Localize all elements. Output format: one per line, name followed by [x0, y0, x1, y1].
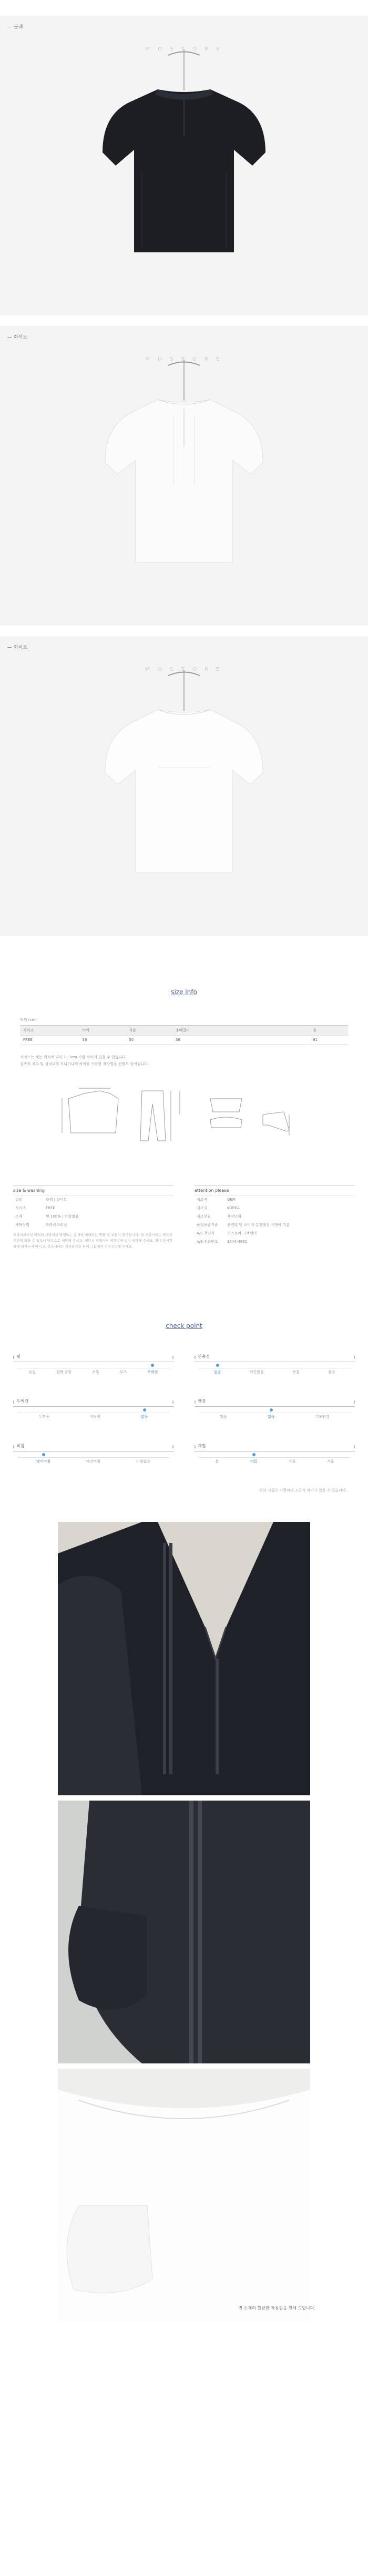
detail-photo-white: [58, 2069, 310, 2321]
info-key: 컬러: [15, 1198, 23, 1202]
info-value: OEM: [227, 1198, 236, 1202]
dress-black-image: [0, 16, 368, 315]
watermark: M O S T O R E: [145, 667, 223, 672]
check-option: 약간있음: [250, 1370, 264, 1374]
size-washing-box: [13, 1185, 173, 1250]
info-value: 제작년월: [227, 1214, 242, 1219]
check-option: 보통: [92, 1370, 99, 1374]
notice-line: 실측의 치수 및 설치로의 모니터나의 차이를 사용한 착상법을 전했으 를이립니다.: [20, 1062, 149, 1066]
info-key: A/S 전화번호: [197, 1240, 218, 1244]
col-sleeve: 소매길이: [172, 1026, 244, 1036]
info-value: 모스토어 고객센터: [227, 1231, 257, 1235]
info-row: [195, 1238, 355, 1246]
watermark: M O S T O R E: [145, 356, 223, 362]
check-option-selected: 여름: [250, 1459, 258, 1464]
col-empty: [266, 1026, 288, 1036]
measurement-diagram: [53, 1083, 315, 1146]
check-option: 약간비침: [86, 1459, 101, 1464]
check-stretch: [195, 1354, 355, 1375]
info-row: [195, 1195, 355, 1204]
color-label: 블랙: [7, 23, 23, 30]
info-row: [195, 1221, 355, 1229]
size-table: [20, 1025, 348, 1045]
check-point-footnote: 위의 사항은 사람마다 조금씩 차이가 있을 수 있습니다.: [259, 1488, 347, 1493]
info-key: 제조년월: [197, 1214, 211, 1219]
check-option: 두꺼움: [38, 1415, 49, 1419]
info-value: 1544-4981: [227, 1240, 248, 1244]
info-row: [13, 1212, 173, 1221]
check-option: 비침없음: [136, 1459, 151, 1464]
info-key: 사이즈: [15, 1206, 26, 1210]
check-option-selected: 없음: [267, 1415, 275, 1419]
check-label: 두께감: [13, 1398, 173, 1407]
check-option: 기모안감: [315, 1415, 330, 1419]
product-photo-white-1: [0, 326, 368, 626]
cell-empty: [288, 1036, 310, 1045]
color-label: 화이트: [7, 643, 27, 650]
check-option: 루즈: [119, 1370, 127, 1374]
info-value: FREE: [46, 1206, 55, 1210]
check-label: 계절: [195, 1443, 355, 1451]
check-label: 핏: [13, 1354, 173, 1362]
care-instructions: 드라이크리닝 이외의 세탁에서 발생하는 문제에 대해서는 반품 및 교환이 불가합니다. 첫 세탁시에는 반드시 이염이 있을 수 있으니 단독으로 세탁해 주시고, 세탁시 뒤집어서 세탁망에 넣어 세탁해 주세요. 절대 장시간 물에 담가두지 마시고, 건조시에는 직사광선을 피해 그늘에서 자연건조해 주세요.: [13, 1233, 173, 1249]
cell-empty: [266, 1036, 288, 1045]
info-row: [195, 1212, 355, 1221]
info-value: 면 100% | 안감없음: [46, 1214, 79, 1219]
size-notice: [20, 1054, 346, 1068]
check-label: 안감: [195, 1398, 355, 1407]
check-option: 좋음: [328, 1370, 335, 1374]
check-option: 봄: [215, 1459, 219, 1464]
col-chest: 가슴: [126, 1026, 172, 1036]
check-option: 있음: [220, 1415, 227, 1419]
check-option-selected: 많이비침: [36, 1459, 51, 1464]
check-lining: [195, 1398, 355, 1419]
check-season: [195, 1443, 355, 1464]
attention-title: attention please: [195, 1186, 355, 1195]
notice-line: 사이즈는 재는 위치에 따라 1~3cm 가량 차이가 있을 수 있습니다.: [20, 1055, 127, 1059]
size-washing-title: size & washing: [13, 1186, 173, 1195]
info-key: 제조자: [197, 1198, 208, 1202]
check-option: 겨울: [326, 1459, 334, 1464]
info-row: [13, 1195, 173, 1204]
product-photo-white-2: [0, 636, 368, 936]
info-key: A/S 책임자: [197, 1231, 215, 1235]
info-value: KOREA: [227, 1206, 240, 1210]
info-key: 제조국: [197, 1206, 208, 1210]
check-point-title: check point: [166, 1322, 202, 1330]
check-sheer: [13, 1443, 173, 1464]
size-info-title: size info: [171, 988, 197, 996]
check-option: 살짝 슬림: [56, 1370, 72, 1374]
dress-white-image: [0, 326, 368, 626]
detail-photo-sleeve: [58, 1801, 310, 2063]
watermark: M O S T O R E: [145, 46, 223, 52]
check-label: 비침: [13, 1443, 173, 1451]
table-row: [20, 1036, 348, 1045]
color-label: 화이트: [7, 333, 27, 340]
cell-length: 81: [310, 1036, 348, 1045]
check-option: 슬림: [28, 1370, 36, 1374]
check-option: 가을: [288, 1459, 296, 1464]
check-option: 적당함: [89, 1415, 101, 1419]
check-option-selected: 얇음: [140, 1415, 148, 1419]
info-key: 품질보증기준: [197, 1223, 218, 1227]
attention-box: [195, 1185, 355, 1246]
cell-empty: [244, 1036, 266, 1045]
detail-caption: 면 소재의 깔끔한 착용감을 전해 드립니다.: [238, 2306, 315, 2311]
check-track: [17, 1457, 169, 1458]
dress-white-back-image: [0, 636, 368, 936]
cell-shoulder: 36: [79, 1036, 126, 1045]
col-empty: [244, 1026, 266, 1036]
info-row: [13, 1204, 173, 1212]
col-length: 총: [310, 1026, 348, 1036]
check-thickness: [13, 1398, 173, 1419]
check-fit: [13, 1354, 173, 1375]
product-photo-black: [0, 16, 368, 315]
check-option: 보통: [292, 1370, 300, 1374]
cell-size: FREE: [20, 1036, 79, 1045]
info-value: 블랙 | 화이트: [46, 1198, 67, 1202]
size-table-header: [20, 1026, 348, 1036]
info-key: 소재: [15, 1214, 23, 1219]
detail-photo-neckline: [58, 1522, 310, 1795]
col-size: 사이즈: [20, 1026, 79, 1036]
info-row: [195, 1229, 355, 1238]
col-shoulder: 어깨: [79, 1026, 126, 1036]
info-value: 관련법 및 소비자 분쟁해결 규정에 따름: [227, 1223, 290, 1227]
info-row: [195, 1204, 355, 1212]
col-empty: [288, 1026, 310, 1036]
check-label: 신축성: [195, 1354, 355, 1362]
cell-sleeve: 36: [172, 1036, 244, 1045]
info-key: 세탁방법: [15, 1223, 30, 1227]
info-value: 드라이크리닝: [46, 1223, 67, 1227]
info-row: [13, 1221, 173, 1229]
check-option-selected: 없음: [214, 1370, 221, 1374]
check-track: [199, 1457, 351, 1458]
check-option-selected: 오버핏: [147, 1370, 158, 1374]
cell-chest: 50: [126, 1036, 172, 1045]
size-unit: 단위 (cm): [20, 1018, 37, 1022]
